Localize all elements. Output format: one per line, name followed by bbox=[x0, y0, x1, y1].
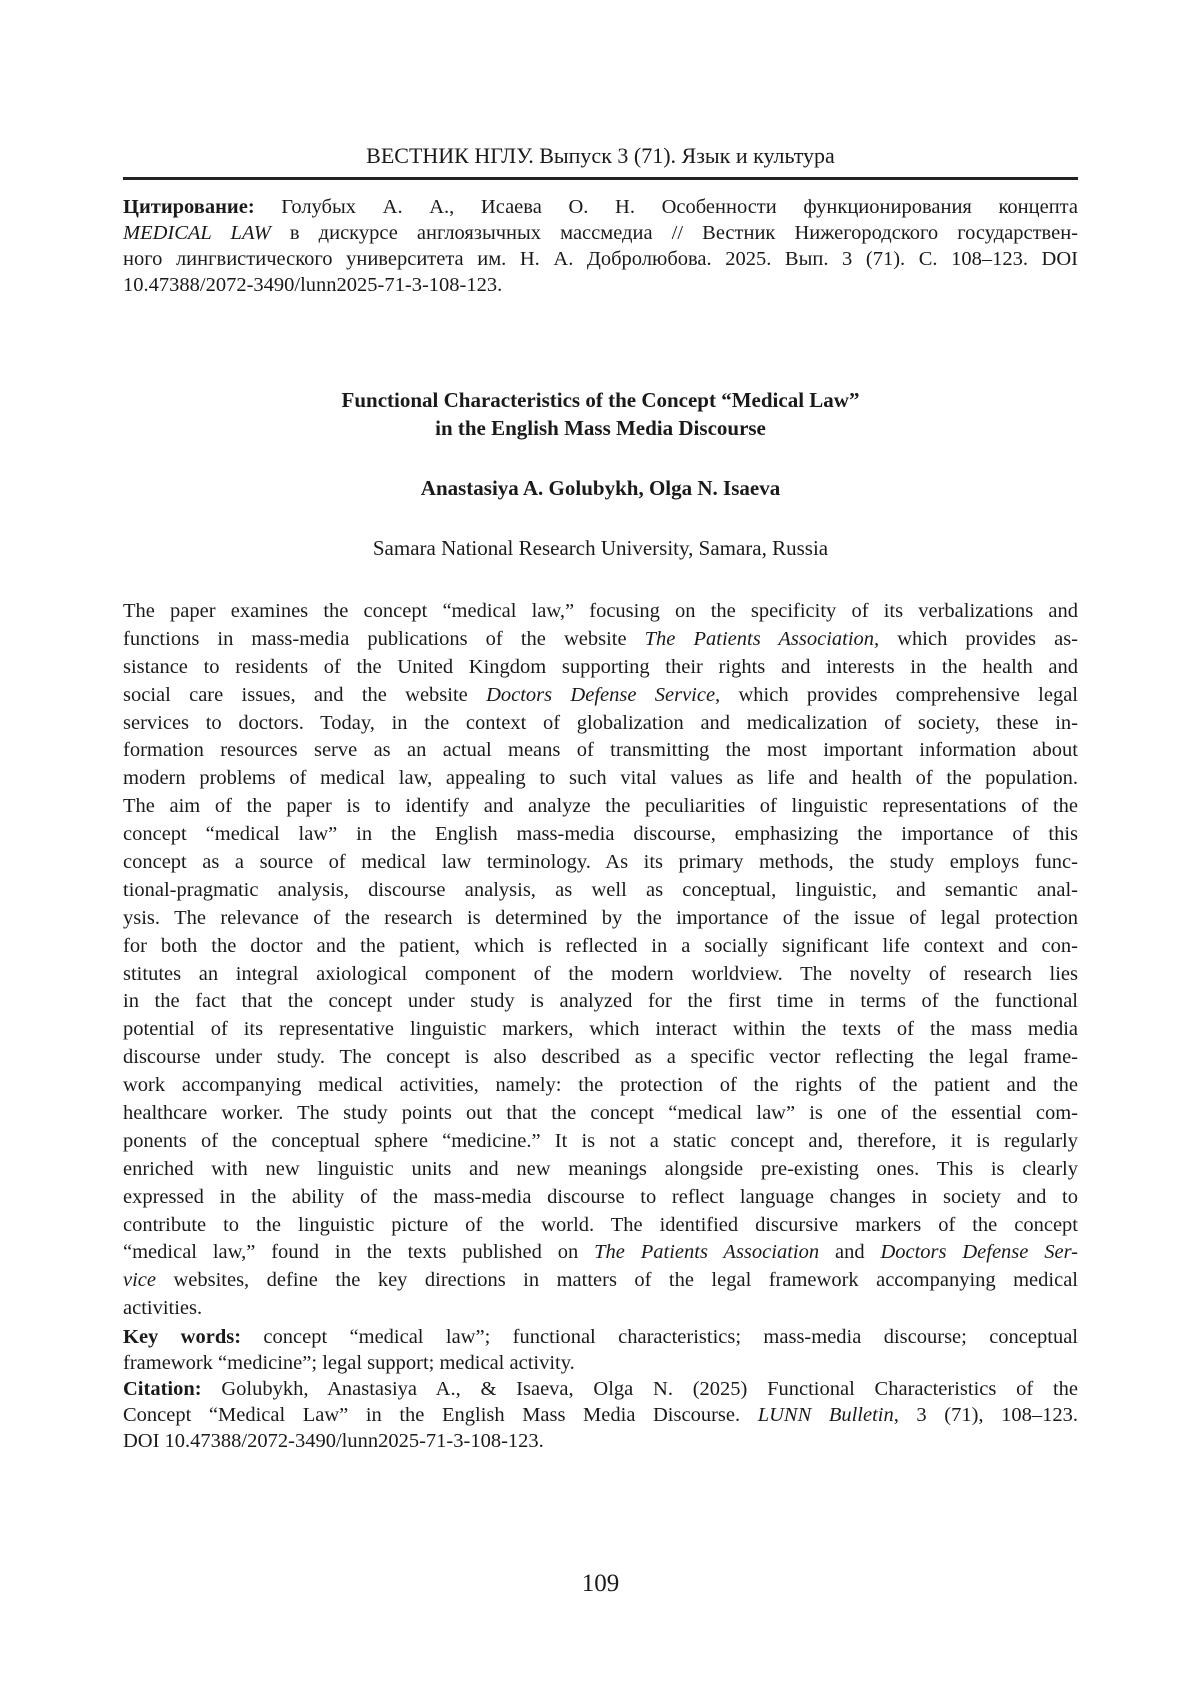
text-line bbox=[123, 988, 1078, 1016]
italic-text: Doctors Defense Ser- bbox=[880, 1241, 1078, 1263]
text-line bbox=[123, 793, 1078, 821]
text-line bbox=[123, 272, 1078, 298]
title-line-1: Functional Characteristics of the Concept “Medical Law” bbox=[123, 386, 1078, 414]
italic-text: MEDICAL LAW bbox=[123, 222, 271, 244]
title-line-2: in the English Mass Media Discourse bbox=[123, 414, 1078, 442]
text-segment: websites, define the key directions in matters of the legal framework accompanying medical bbox=[156, 1269, 1078, 1291]
text-line bbox=[123, 765, 1078, 793]
text-line bbox=[123, 246, 1078, 272]
text-segment: “medical law,” found in the texts published on bbox=[123, 1241, 594, 1263]
text-segment: contribute to the linguistic picture of the world. The identified discursive markers of the concept bbox=[123, 1214, 1078, 1236]
text-line bbox=[123, 1350, 1078, 1376]
text-line bbox=[123, 1295, 1078, 1323]
text-segment: ponents of the conceptual sphere “medicine.” It is not a static concept and, therefore, it is regularly bbox=[123, 1130, 1078, 1152]
text-segment: potential of its representative linguistic markers, which interact within the texts of the mass media bbox=[123, 1018, 1078, 1040]
text-line bbox=[123, 1044, 1078, 1072]
text-line bbox=[123, 1428, 1078, 1454]
text-segment: and bbox=[819, 1241, 880, 1263]
text-segment: ного лингвистического университета им. Н. А. Добролюбова. 2025. Вып. 3 (71). С. 108–123. DOI bbox=[123, 248, 1078, 270]
text-segment: for both the doctor and the patient, which is reflected in a socially significant life context and con- bbox=[123, 935, 1078, 957]
text-segment: formation resources serve as an actual means of transmitting the most important information about bbox=[123, 739, 1078, 761]
text-segment: enriched with new linguistic units and new meanings alongside pre-existing ones. This is clearly bbox=[123, 1158, 1078, 1180]
text-segment: в дискурсе англоязычных массмедиа // Вестник Нижегородского государствен- bbox=[271, 222, 1078, 244]
text-line bbox=[123, 737, 1078, 765]
text-line bbox=[123, 1402, 1078, 1428]
citation-ru bbox=[123, 194, 1078, 298]
affiliation: Samara National Research University, Samara, Russia bbox=[123, 536, 1078, 561]
text-segment: sistance to residents of the United Kingdom supporting their rights and interests in the health and bbox=[123, 656, 1078, 678]
text-segment: services to doctors. Today, in the context of globalization and medicalization of society, these in- bbox=[123, 712, 1078, 734]
text-line bbox=[123, 1376, 1078, 1402]
article-title bbox=[123, 386, 1078, 442]
text-segment: DOI 10.47388/2072-3490/lunn2025-71-3-108-123. bbox=[123, 1430, 544, 1452]
text-segment: , 3 (71), 108–123. bbox=[894, 1404, 1078, 1426]
text-segment: framework “medicine”; legal support; medical activity. bbox=[123, 1352, 575, 1374]
text-segment: concept “medical law”; functional characteristics; mass-media discourse; conceptual bbox=[241, 1326, 1078, 1348]
text-line bbox=[123, 220, 1078, 246]
text-segment: tional-pragmatic analysis, discourse analysis, as well as conceptual, linguistic, and semantic anal- bbox=[123, 879, 1078, 901]
text-line bbox=[123, 654, 1078, 682]
text-line bbox=[123, 1184, 1078, 1212]
text-segment: stitutes an integral axiological component of the modern worldview. The novelty of research lies bbox=[123, 963, 1078, 985]
text-segment: modern problems of medical law, appealing to such vital values as life and health of the population. bbox=[123, 767, 1078, 789]
text-segment: 10.47388/2072-3490/lunn2025-71-3-108-123. bbox=[123, 274, 502, 296]
text-segment: healthcare worker. The study points out that the concept “medical law” is one of the essential com- bbox=[123, 1102, 1078, 1124]
bold-label: Citation: bbox=[123, 1378, 202, 1400]
running-header: ВЕСТНИК НГЛУ. Выпуск 3 (71). Язык и культура bbox=[123, 143, 1078, 169]
text-segment: which provides as- bbox=[879, 628, 1078, 650]
text-segment: discourse under study. The concept is also described as a specific vector reflecting the legal frame- bbox=[123, 1046, 1078, 1068]
text-line bbox=[123, 1212, 1078, 1240]
text-segment: Golubykh, Anastasiya A., & Isaeva, Olga N. (2025) Functional Characteristics of the bbox=[202, 1378, 1078, 1400]
text-segment: The paper examines the concept “medical law,” focusing on the specificity of its verbalizations and bbox=[123, 600, 1078, 622]
text-line bbox=[123, 961, 1078, 989]
text-line bbox=[123, 1016, 1078, 1044]
text-line bbox=[123, 905, 1078, 933]
text-segment: concept as a source of medical law terminology. As its primary methods, the study employs func- bbox=[123, 851, 1078, 873]
text-line bbox=[123, 1324, 1078, 1350]
text-segment: activities. bbox=[123, 1297, 202, 1319]
text-line bbox=[123, 1072, 1078, 1100]
text-line bbox=[123, 1100, 1078, 1128]
text-segment: Голубых А. А., Исаева О. Н. Особенности функционирования концепта bbox=[255, 196, 1078, 218]
text-line bbox=[123, 877, 1078, 905]
page-number: 109 bbox=[123, 1570, 1078, 1598]
text-segment: The aim of the paper is to identify and analyze the peculiarities of linguistic representations of the bbox=[123, 795, 1078, 817]
header-divider bbox=[123, 177, 1078, 180]
text-line bbox=[123, 598, 1078, 626]
text-line bbox=[123, 1156, 1078, 1184]
text-line bbox=[123, 1267, 1078, 1295]
text-segment: functions in mass-media publications of the website bbox=[123, 628, 645, 650]
text-line bbox=[123, 626, 1078, 654]
keywords-and-citation bbox=[123, 1324, 1078, 1454]
text-line bbox=[123, 849, 1078, 877]
text-line bbox=[123, 933, 1078, 961]
text-line bbox=[123, 710, 1078, 738]
text-segment: expressed in the ability of the mass-media discourse to reflect language changes in society and to bbox=[123, 1186, 1078, 1208]
italic-text: The Patients Association bbox=[594, 1241, 819, 1263]
text-segment: social care issues, and the website bbox=[123, 684, 486, 706]
italic-text: vice bbox=[123, 1269, 156, 1291]
text-segment: which provides comprehensive legal bbox=[720, 684, 1078, 706]
italic-text: The Patients Association, bbox=[645, 628, 880, 650]
text-segment: work accompanying medical activities, namely: the protection of the rights of the patient and the bbox=[123, 1074, 1078, 1096]
text-segment: ysis. The relevance of the research is determined by the importance of the issue of legal protection bbox=[123, 907, 1078, 929]
text-line bbox=[123, 1128, 1078, 1156]
italic-text: Doctors Defense Service, bbox=[486, 684, 720, 706]
text-line bbox=[123, 821, 1078, 849]
text-segment: Concept “Medical Law” in the English Mass Media Discourse. bbox=[123, 1404, 758, 1426]
bold-label: Key words: bbox=[123, 1326, 241, 1348]
bold-label: Цитирование: bbox=[123, 196, 255, 218]
text-segment: concept “medical law” in the English mass-media discourse, emphasizing the importance of this bbox=[123, 823, 1078, 845]
text-line bbox=[123, 682, 1078, 710]
text-line bbox=[123, 1239, 1078, 1267]
text-line bbox=[123, 194, 1078, 220]
authors: Anastasiya A. Golubykh, Olga N. Isaeva bbox=[123, 476, 1078, 501]
text-segment: in the fact that the concept under study is analyzed for the first time in terms of the functional bbox=[123, 990, 1078, 1012]
abstract bbox=[123, 598, 1078, 1323]
italic-text: LUNN Bulletin bbox=[758, 1404, 894, 1426]
